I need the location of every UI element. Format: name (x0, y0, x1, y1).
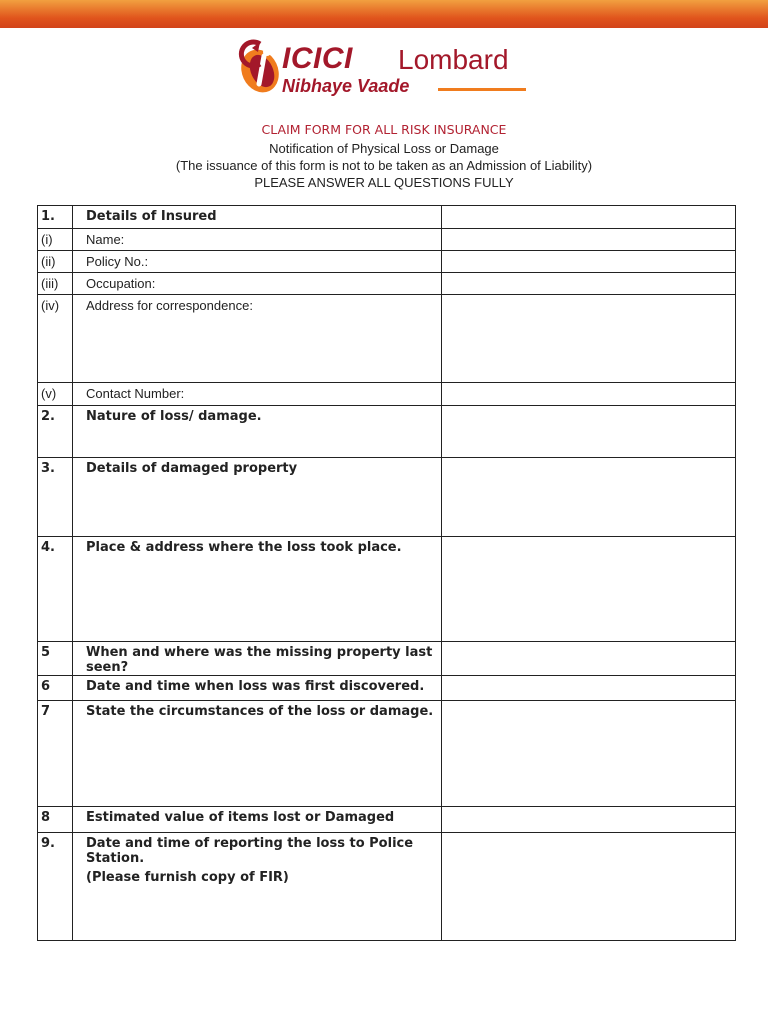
row-number: 4. (38, 537, 73, 642)
table-row (38, 537, 736, 642)
table-row (38, 251, 736, 273)
table-row (38, 406, 736, 458)
row-number: 5 (38, 642, 73, 676)
row-label: Contact Number: (73, 383, 442, 406)
answer-field[interactable] (442, 458, 736, 537)
table-row (38, 458, 736, 537)
row-label: Name: (73, 229, 442, 251)
row-label: State the circumstances of the loss or damage. (73, 701, 442, 807)
row-label: Policy No.: (73, 251, 442, 273)
row-number: (iv) (38, 295, 73, 383)
row-number: (v) (38, 383, 73, 406)
form-disclaimer: (The issuance of this form is not to be taken as an Admission of Liability) (175, 158, 593, 173)
table-row (38, 273, 736, 295)
brand-tagline: Nibhaye Vaade (282, 76, 410, 96)
brand-name-lombard: Lombard (398, 44, 509, 75)
answer-field[interactable] (442, 295, 736, 383)
answer-field[interactable] (442, 251, 736, 273)
table-row (38, 206, 736, 229)
table-row (38, 229, 736, 251)
answer-field[interactable] (442, 273, 736, 295)
table-row (38, 807, 736, 833)
row-label: Details of Insured (73, 206, 442, 229)
answer-field[interactable] (442, 807, 736, 833)
table-row (38, 642, 736, 676)
row-label: When and where was the missing property last seen? (73, 642, 442, 676)
row-number: (iii) (38, 273, 73, 295)
row-label: Nature of loss/ damage. (73, 406, 442, 458)
answer-field[interactable] (442, 383, 736, 406)
answer-field[interactable] (442, 537, 736, 642)
row-number: 8 (38, 807, 73, 833)
row-number: (ii) (38, 251, 73, 273)
row-label-line2: (Please furnish copy of FIR) (86, 870, 289, 885)
answer-field[interactable] (442, 701, 736, 807)
row-number: 3. (38, 458, 73, 537)
answer-field[interactable] (442, 833, 736, 941)
row-label: Estimated value of items lost or Damaged (73, 807, 442, 833)
table-row (38, 295, 736, 383)
tagline-underline (438, 88, 526, 91)
form-instruction: PLEASE ANSWER ALL QUESTIONS FULLY (254, 175, 514, 190)
answer-field[interactable] (442, 642, 736, 676)
row-number: 7 (38, 701, 73, 807)
row-label: Address for correspondence: (73, 295, 442, 383)
row-number: (i) (38, 229, 73, 251)
form-subtitle: Notification of Physical Loss or Damage (269, 141, 499, 156)
row-label: Date and time when loss was first discovered. (73, 676, 442, 701)
row-number: 2. (38, 406, 73, 458)
answer-field[interactable] (442, 229, 736, 251)
form-title: CLAIM FORM FOR ALL RISK INSURANCE (261, 122, 507, 137)
row-label: Occupation: (73, 273, 442, 295)
row-number: 1. (38, 206, 73, 229)
company-logo (238, 38, 538, 102)
top-banner (0, 0, 768, 28)
table-row (38, 701, 736, 807)
row-label-line1: Date and time of reporting the loss to Police Station. (86, 836, 414, 866)
table-row (38, 833, 736, 941)
row-label: Place & address where the loss took place. (73, 537, 442, 642)
table-row (38, 676, 736, 701)
claim-form-table (37, 205, 736, 941)
lombard-c-icon (238, 38, 266, 70)
answer-field[interactable] (442, 406, 736, 458)
table-row (38, 383, 736, 406)
brand-name-icici: ICICI (282, 42, 353, 75)
row-number: 9. (38, 833, 73, 941)
row-label (73, 833, 442, 941)
answer-field[interactable] (442, 676, 736, 701)
answer-field[interactable] (442, 206, 736, 229)
row-label: Details of damaged property (73, 458, 442, 537)
row-number: 6 (38, 676, 73, 701)
